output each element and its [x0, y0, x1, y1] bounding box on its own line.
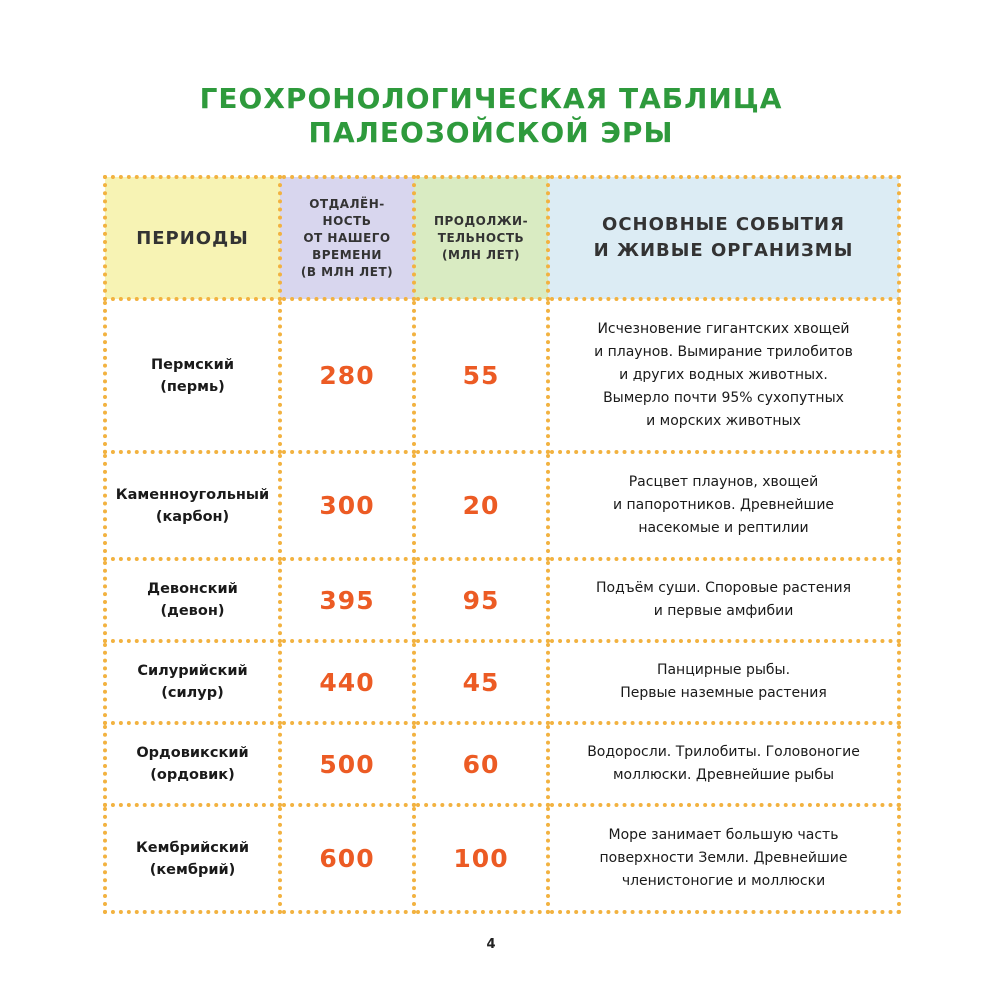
duration-value: 100 [414, 805, 548, 912]
header-distance-line: ОТ НАШЕГО [303, 230, 391, 245]
events-line: насекомые и рептилии [638, 520, 809, 536]
period-name [105, 641, 280, 723]
events-line: Водоросли. Трилобиты. Головоногие [587, 744, 860, 760]
period-title: Кембрийский [135, 839, 250, 856]
period-alt-name: (кембрий) [149, 861, 236, 878]
period-title: Пермский [151, 356, 234, 373]
header-row [105, 177, 899, 299]
events-line: и папоротников. Древнейшие [612, 497, 835, 513]
events-line: поверхности Земли. Древнейшие [599, 850, 848, 866]
events-description [548, 559, 899, 641]
distance-value: 500 [280, 723, 414, 805]
header-distance-line: (В МЛН ЛЕТ) [300, 264, 394, 279]
title-line-1: ГЕОХРОНОЛОГИЧЕСКАЯ ТАБЛИЦА [199, 82, 783, 115]
events-line: Панцирные рыбы. [656, 662, 791, 678]
period-title: Силурийский [137, 663, 248, 679]
events-line: членистоногие и моллюски [621, 873, 826, 889]
header-duration-line: ТЕЛЬНОСТЬ [437, 230, 525, 245]
distance-value: 600 [280, 805, 414, 912]
period-name [105, 299, 280, 452]
events-line: и морских животных [646, 413, 801, 429]
table-row [105, 299, 899, 452]
period-title: Ордовикский [136, 745, 249, 761]
period-name [105, 559, 280, 641]
duration-value: 95 [414, 559, 548, 641]
header-distance-line: ОТДАЛЁН- [309, 196, 385, 211]
events-line: Первые наземные растения [620, 685, 827, 701]
table-row [105, 641, 899, 723]
duration-value: 60 [414, 723, 548, 805]
events-line: Подъём суши. Споровые растения [595, 580, 851, 596]
duration-value: 45 [414, 641, 548, 723]
title-line-2: ПАЛЕОЗОЙСКОЙ ЭРЫ [308, 116, 674, 149]
period-alt-name: (девон) [160, 603, 225, 619]
period-name [105, 452, 280, 559]
header-distance-line: ВРЕМЕНИ [312, 247, 382, 262]
duration-value: 55 [414, 299, 548, 452]
distance-value: 395 [280, 559, 414, 641]
header-events [548, 177, 899, 299]
header-duration-line: (МЛН ЛЕТ) [442, 247, 520, 262]
distance-value: 300 [280, 452, 414, 559]
table-row [105, 805, 899, 912]
events-line: и плаунов. Вымирание трилобитов [594, 344, 853, 360]
page-number: 4 [486, 937, 496, 952]
header-events-line: ОСНОВНЫЕ СОБЫТИЯ [602, 214, 845, 235]
events-description [548, 299, 899, 452]
events-line: Исчезновение гигантских хвощей [597, 321, 850, 337]
period-name [105, 805, 280, 912]
events-line: Вымерло почти 95% сухопутных [603, 390, 844, 406]
header-periods: ПЕРИОДЫ [105, 177, 280, 299]
page-title [0, 82, 982, 150]
header-duration [414, 177, 548, 299]
events-line: Расцвет плаунов, хвощей [628, 474, 819, 490]
period-title: Каменноугольный [115, 486, 270, 503]
period-alt-name: (карбон) [155, 508, 230, 525]
events-description [548, 805, 899, 912]
table-row [105, 559, 899, 641]
table-row [105, 723, 899, 805]
header-events-line: И ЖИВЫЕ ОРГАНИЗМЫ [593, 240, 854, 261]
events-description [548, 723, 899, 805]
geochronology-table [103, 175, 901, 914]
header-duration-line: ПРОДОЛЖИ- [433, 213, 529, 228]
events-line: моллюски. Древнейшие рыбы [612, 767, 835, 783]
table-row [105, 452, 899, 559]
events-line: и первые амфибии [653, 603, 794, 619]
header-distance [280, 177, 414, 299]
period-title: Девонский [147, 581, 238, 597]
header-distance-line: НОСТЬ [322, 213, 372, 228]
events-line: Море занимает большую часть [608, 827, 839, 843]
period-alt-name: (ордовик) [150, 767, 235, 783]
period-alt-name: (пермь) [160, 378, 225, 395]
duration-value: 20 [414, 452, 548, 559]
distance-value: 440 [280, 641, 414, 723]
events-description [548, 452, 899, 559]
events-description [548, 641, 899, 723]
distance-value: 280 [280, 299, 414, 452]
period-alt-name: (силур) [161, 685, 224, 701]
period-name [105, 723, 280, 805]
events-line: и других водных животных. [619, 367, 828, 383]
